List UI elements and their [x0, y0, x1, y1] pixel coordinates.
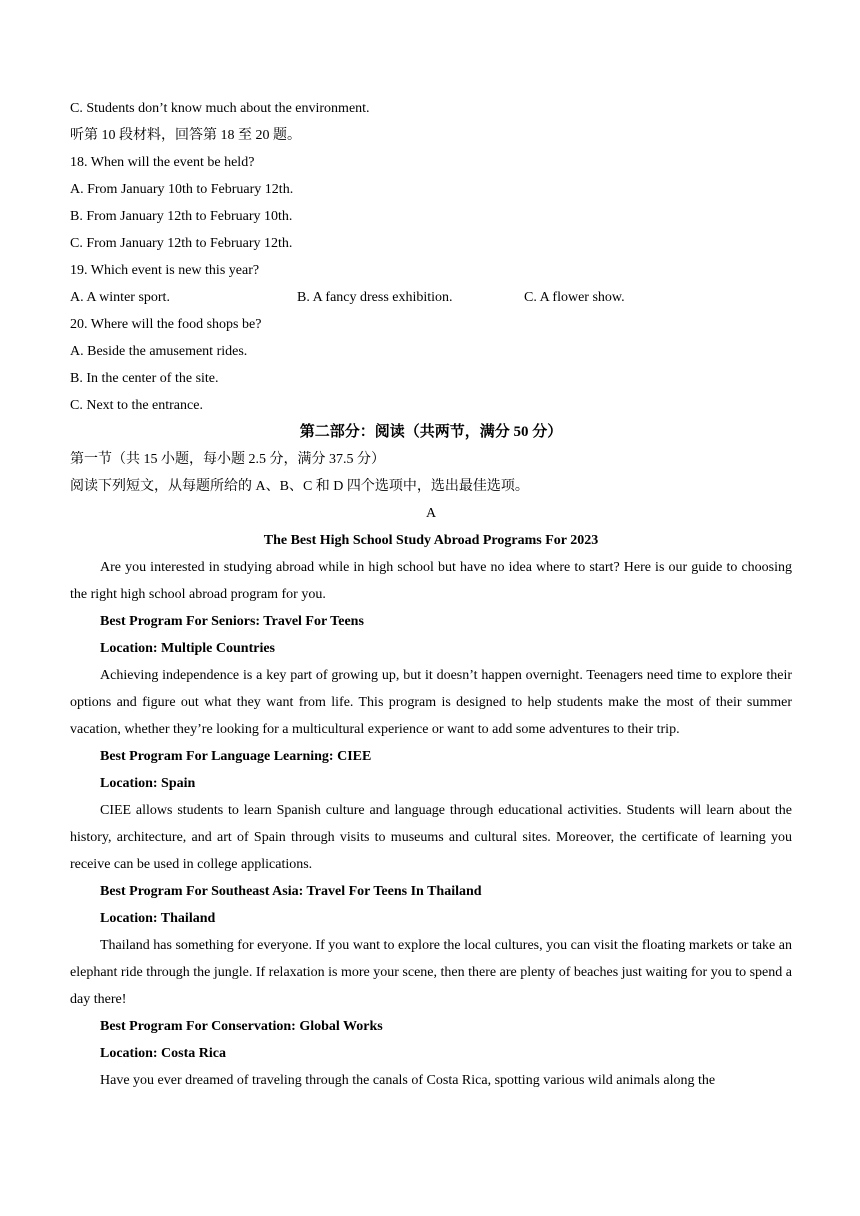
q18-question: 18. When will the event be held? — [70, 155, 255, 170]
q20-option-b: B. In the center of the site. — [70, 371, 219, 386]
q18-option-c: C. From January 12th to February 12th. — [70, 236, 293, 251]
q18-option-a: A. From January 10th to February 12th. — [70, 182, 294, 197]
program-text: CIEE allows students to learn Spanish culture and language through educational activities. Students will learn about the history, architecture, and art of Spain through visits to museums and cultural sites. Moreover, the certificate of learning you receive can be used in college applications. — [70, 803, 792, 872]
section10-intro: 听第 10 段材料，回答第 18 至 20 题。 — [70, 128, 301, 143]
program-text: Have you ever dreamed of traveling through the canals of Costa Rica, spotting various wild animals along the — [100, 1073, 716, 1088]
q17-option-c: C. Students don’t know much about the environment. — [70, 101, 370, 116]
q20-option-c: C. Next to the entrance. — [70, 398, 203, 413]
program-heading: Best Program For Conservation: Global Works — [100, 1019, 383, 1034]
q20-option-a: A. Beside the amusement rides. — [70, 344, 248, 359]
program-heading: Best Program For Language Learning: CIEE — [100, 749, 372, 764]
passage-intro: Are you interested in studying abroad while in high school but have no idea where to start? Here is our guide to choosing the right high school abroad program for you. — [70, 560, 792, 602]
q19-option-b: B. A fancy dress exhibition. — [297, 290, 453, 305]
exam-page — [70, 95, 792, 1094]
q19-options — [70, 284, 792, 311]
passage-title: The Best High School Study Abroad Programs For 2023 — [263, 533, 599, 548]
program-text: Thailand has something for everyone. If you want to explore the local cultures, you can visit the floating markets or take an elephant ride through the jungle. If relaxation is more your scene, then there are plenty of beaches just waiting for you to spend a day there! — [70, 938, 792, 1007]
program-location: Location: Costa Rica — [100, 1046, 226, 1061]
section-info: 第一节（共 15 小题，每小题 2.5 分，满分 37.5 分） — [70, 452, 385, 467]
program-text: Achieving independence is a key part of growing up, but it doesn’t happen overnight. Teenagers need time to explore their options and figure out what they want from life. This program is designed to help students make the most of their summer vacation, whether they’re looking for a multicultural experience or want to add some adventures to their trip. — [70, 668, 792, 737]
program-location: Location: Multiple Countries — [100, 641, 275, 656]
program-heading: Best Program For Seniors: Travel For Teens — [100, 614, 364, 629]
q18-option-b: B. From January 12th to February 10th. — [70, 209, 293, 224]
passage-letter: A — [425, 506, 437, 521]
reading-instructions: 阅读下列短文，从每题所给的 A、B、C 和 D 四个选项中，选出最佳选项。 — [70, 479, 529, 494]
q20-question: 20. Where will the food shops be? — [70, 317, 262, 332]
q19-option-c: C. A flower show. — [524, 290, 625, 305]
q19-question: 19. Which event is new this year? — [70, 263, 260, 278]
program-location: Location: Spain — [100, 776, 196, 791]
program-location: Location: Thailand — [100, 911, 216, 926]
q19-option-a: A. A winter sport. — [70, 290, 170, 305]
program-heading: Best Program For Southeast Asia: Travel For Teens In Thailand — [100, 884, 482, 899]
part-title: 第二部分：阅读（共两节，满分 50 分） — [299, 424, 563, 440]
